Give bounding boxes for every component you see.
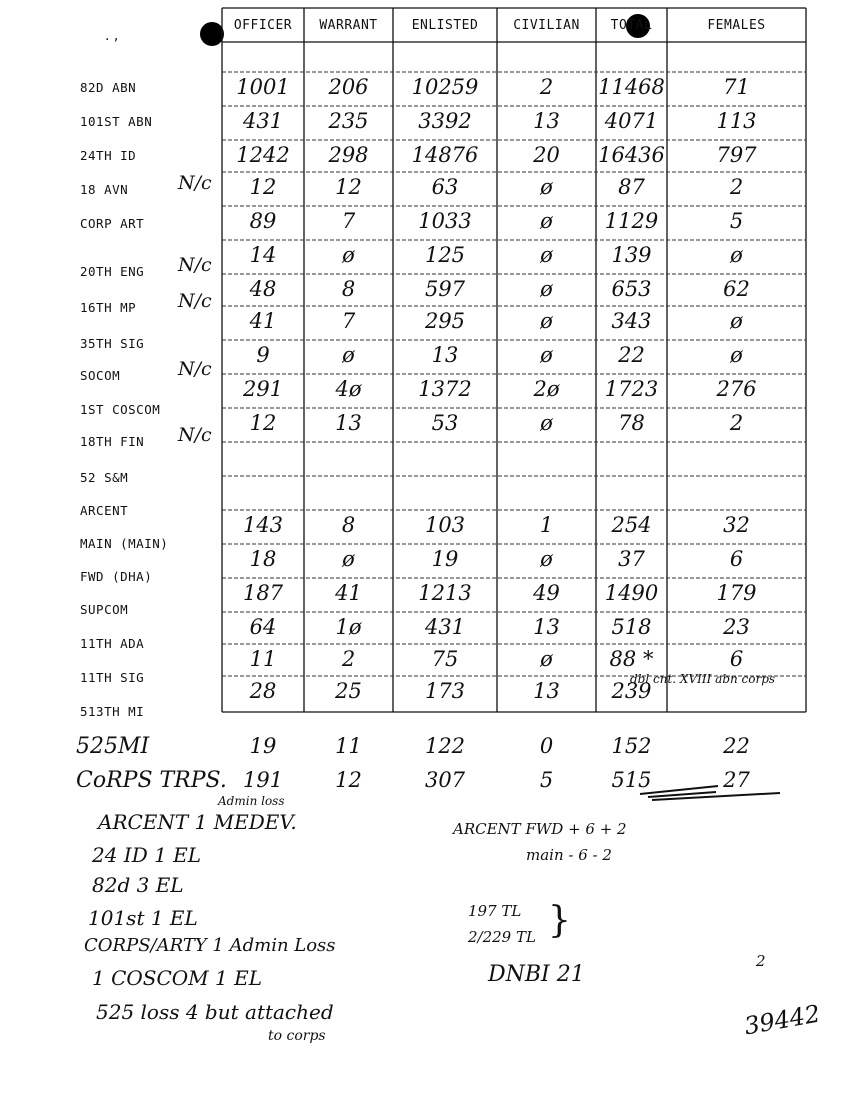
extra-cell-officer: 19 (249, 734, 277, 758)
note-2229: 2/229 TL (468, 928, 536, 946)
cell-total: 16436 (598, 143, 665, 167)
brace-mark: } (548, 900, 571, 941)
cell-warrant: 235 (328, 109, 369, 133)
cell-warrant: ø (342, 243, 355, 267)
cell-officer: 64 (249, 615, 277, 639)
row-label: 35TH SIG (80, 336, 145, 351)
row-label: 101ST ABN (80, 114, 153, 129)
nc-mark: N/c (178, 254, 212, 276)
cell-warrant: ø (342, 343, 355, 367)
cell-enlisted: 53 (431, 411, 459, 435)
cell-warrant: 206 (328, 75, 369, 99)
note-corps-arty: CORPS/ARTY 1 Admin Loss (84, 935, 336, 956)
row-label: 1ST COSCOM (80, 402, 161, 417)
cell-civilian: ø (540, 411, 553, 435)
cell-enlisted: 13 (431, 343, 459, 367)
cell-warrant: 8 (341, 277, 356, 301)
cell-officer: 41 (249, 309, 277, 333)
nc-mark: N/c (178, 424, 212, 446)
cell-females: 2 (729, 175, 744, 199)
cell-total: 343 (611, 309, 652, 333)
cell-civilian: ø (540, 343, 553, 367)
cell-civilian: ø (540, 647, 553, 671)
row-label: 82D ABN (80, 80, 137, 95)
cell-enlisted: 431 (424, 615, 466, 639)
nc-mark: N/c (178, 172, 212, 194)
cell-total: 653 (611, 277, 652, 301)
cell-enlisted: 1213 (418, 581, 472, 605)
cell-total: 88 * (609, 647, 654, 671)
cell-civilian: ø (540, 243, 553, 267)
cell-civilian: 20 (533, 143, 560, 167)
note-525-loss: 525 loss 4 but attached (96, 1000, 334, 1024)
nc-mark: N/c (178, 290, 212, 312)
note-197: 197 TL (468, 902, 522, 920)
cell-females: 62 (723, 277, 750, 301)
cell-warrant: 8 (341, 513, 356, 537)
cell-civilian: ø (540, 547, 553, 571)
cell-enlisted: 75 (431, 647, 459, 671)
cell-females: ø (730, 309, 743, 333)
note-82d: 82d 3 EL (92, 873, 184, 897)
cell-warrant: 2 (341, 647, 356, 671)
cell-females: 23 (723, 615, 750, 639)
cell-enlisted: 3392 (418, 109, 472, 133)
note-101st: 101st 1 EL (88, 906, 198, 930)
extra-cell-warrant: 12 (335, 768, 362, 792)
cell-civilian: 2ø (533, 377, 560, 401)
cell-females: 6 (729, 647, 744, 671)
row-label: 20TH ENG (80, 264, 145, 279)
extra-cell-enlisted: 122 (424, 734, 466, 758)
cell-total: 4071 (604, 109, 659, 133)
row-label: FWD (DHA) (80, 569, 153, 584)
cell-officer: 12 (249, 175, 277, 199)
cell-officer: 9 (256, 343, 270, 367)
extra-cell-total: 515 (611, 768, 652, 792)
note-arcent-fwd: ARCENT FWD + 6 + 2 (453, 820, 627, 838)
top-marks: . , (105, 28, 119, 44)
extra-cell-females: 22 (723, 734, 750, 758)
extra-cell-females: 27 (723, 768, 750, 792)
cell-females: 32 (723, 513, 750, 537)
cell-civilian: ø (540, 277, 553, 301)
note-525-sub: to corps (268, 1028, 326, 1044)
header-warrant: WARRANT (319, 18, 378, 33)
cell-officer: 1001 (236, 75, 290, 99)
extra-cell-enlisted: 307 (424, 768, 466, 792)
note-arcent-sup: Admin loss (218, 794, 285, 808)
cell-warrant: 7 (341, 209, 356, 233)
cell-total: 87 (618, 175, 645, 199)
header-officer: OFFICER (233, 18, 293, 33)
row-label: 16TH MP (80, 300, 137, 315)
cell-officer: 187 (242, 581, 284, 605)
row-label: SUPCOM (80, 602, 129, 617)
small-mark: 2 (756, 952, 766, 970)
cell-civilian: 1 (539, 513, 554, 537)
cell-enlisted: 63 (431, 175, 459, 199)
extra-row-label: 525MI (76, 734, 150, 759)
cell-total: 139 (611, 243, 652, 267)
extra-cell-officer: 191 (242, 768, 284, 792)
cell-civilian: ø (540, 309, 553, 333)
cell-females: 113 (716, 109, 757, 133)
cell-officer: 48 (249, 277, 277, 301)
header-females: FEMALES (707, 18, 766, 33)
row-label: 18 AVN (80, 182, 129, 197)
cell-enlisted: 597 (424, 277, 466, 301)
cell-females: 71 (723, 75, 750, 99)
cell-females: ø (730, 343, 743, 367)
cell-warrant: 25 (335, 679, 362, 703)
cell-officer: 28 (249, 679, 277, 703)
extra-row-label: CoRPS TRPS. (76, 768, 227, 793)
row-label: 513TH MI (80, 704, 145, 719)
row-label: 52 S&M (80, 470, 129, 485)
cell-females: 2 (729, 411, 744, 435)
cell-officer: 143 (242, 513, 284, 537)
extra-cell-civilian: 0 (539, 734, 554, 758)
cell-total: 1129 (604, 209, 659, 233)
extra-cell-total: 152 (611, 734, 652, 758)
cell-warrant: 7 (341, 309, 356, 333)
cell-officer: 11 (249, 647, 277, 671)
cell-enlisted: 125 (424, 243, 466, 267)
cell-officer: 14 (249, 243, 277, 267)
cell-enlisted: 10259 (411, 75, 479, 99)
cell-enlisted: 173 (424, 679, 466, 703)
cell-females: 797 (716, 143, 757, 167)
row-label: SOCOM (80, 368, 121, 383)
cell-females: 6 (729, 547, 744, 571)
cell-females: 276 (716, 377, 757, 401)
cell-females: 179 (716, 581, 757, 605)
header-total: TOTAL (610, 18, 653, 33)
cell-officer: 12 (249, 411, 277, 435)
cell-officer: 18 (249, 547, 277, 571)
document-number: 39442 (742, 999, 823, 1041)
cell-officer: 1242 (236, 143, 290, 167)
cell-warrant: 4ø (335, 377, 362, 401)
cell-civilian: ø (540, 209, 553, 233)
cell-females: ø (730, 243, 743, 267)
cell-warrant: 1ø (335, 615, 362, 639)
cell-civilian: 49 (533, 581, 560, 605)
cell-total: 37 (618, 547, 645, 571)
cell-officer: 89 (249, 209, 277, 233)
note-513th: dbl cnt. XVIII abn corps (630, 672, 776, 686)
cell-total: 239 (611, 679, 652, 703)
row-label: 18TH FIN (80, 434, 145, 449)
extra-cell-civilian: 5 (539, 768, 554, 792)
note-dnbi: DNBI 21 (488, 962, 585, 987)
cell-civilian: 2 (539, 75, 554, 99)
cell-females: 5 (729, 209, 744, 233)
header-civilian: CIVILIAN (513, 18, 580, 33)
cell-civilian: 13 (533, 679, 560, 703)
cell-total: 22 (618, 343, 645, 367)
cell-total: 11468 (598, 75, 665, 99)
header-enlisted: ENLISTED (411, 18, 479, 33)
cell-civilian: 13 (533, 615, 560, 639)
cell-enlisted: 1033 (418, 209, 472, 233)
row-label: MAIN (MAIN) (80, 536, 169, 551)
cell-total: 518 (611, 615, 652, 639)
note-main: main - 6 - 2 (526, 846, 612, 864)
note-arcent: ARCENT 1 MEDEV. (98, 810, 297, 834)
cell-officer: 291 (242, 377, 284, 401)
row-label: 11TH ADA (80, 636, 145, 651)
row-label: 24TH ID (80, 148, 137, 163)
cell-total: 78 (618, 411, 645, 435)
cell-enlisted: 19 (431, 547, 459, 571)
row-label: 11TH SIG (80, 670, 145, 685)
cell-enlisted: 103 (424, 513, 466, 537)
nc-mark: N/c (178, 358, 212, 380)
cell-enlisted: 14876 (411, 143, 479, 167)
cell-enlisted: 1372 (418, 377, 472, 401)
cell-civilian: 13 (533, 109, 560, 133)
note-24id: 24 ID 1 EL (92, 843, 202, 867)
extra-cell-warrant: 11 (335, 734, 362, 758)
cell-total: 1490 (604, 581, 659, 605)
row-label: ARCENT (80, 503, 129, 518)
cell-total: 1723 (604, 377, 659, 401)
cell-warrant: 12 (335, 175, 362, 199)
row-label: CORP ART (80, 216, 145, 231)
cell-warrant: 13 (335, 411, 362, 435)
note-coscom: 1 COSCOM 1 EL (92, 966, 262, 990)
cell-enlisted: 295 (424, 309, 466, 333)
cell-civilian: ø (540, 175, 553, 199)
cell-officer: 431 (242, 109, 284, 133)
cell-warrant: ø (342, 547, 355, 571)
cell-warrant: 298 (328, 143, 369, 167)
cell-warrant: 41 (335, 581, 362, 605)
cell-total: 254 (611, 513, 652, 537)
